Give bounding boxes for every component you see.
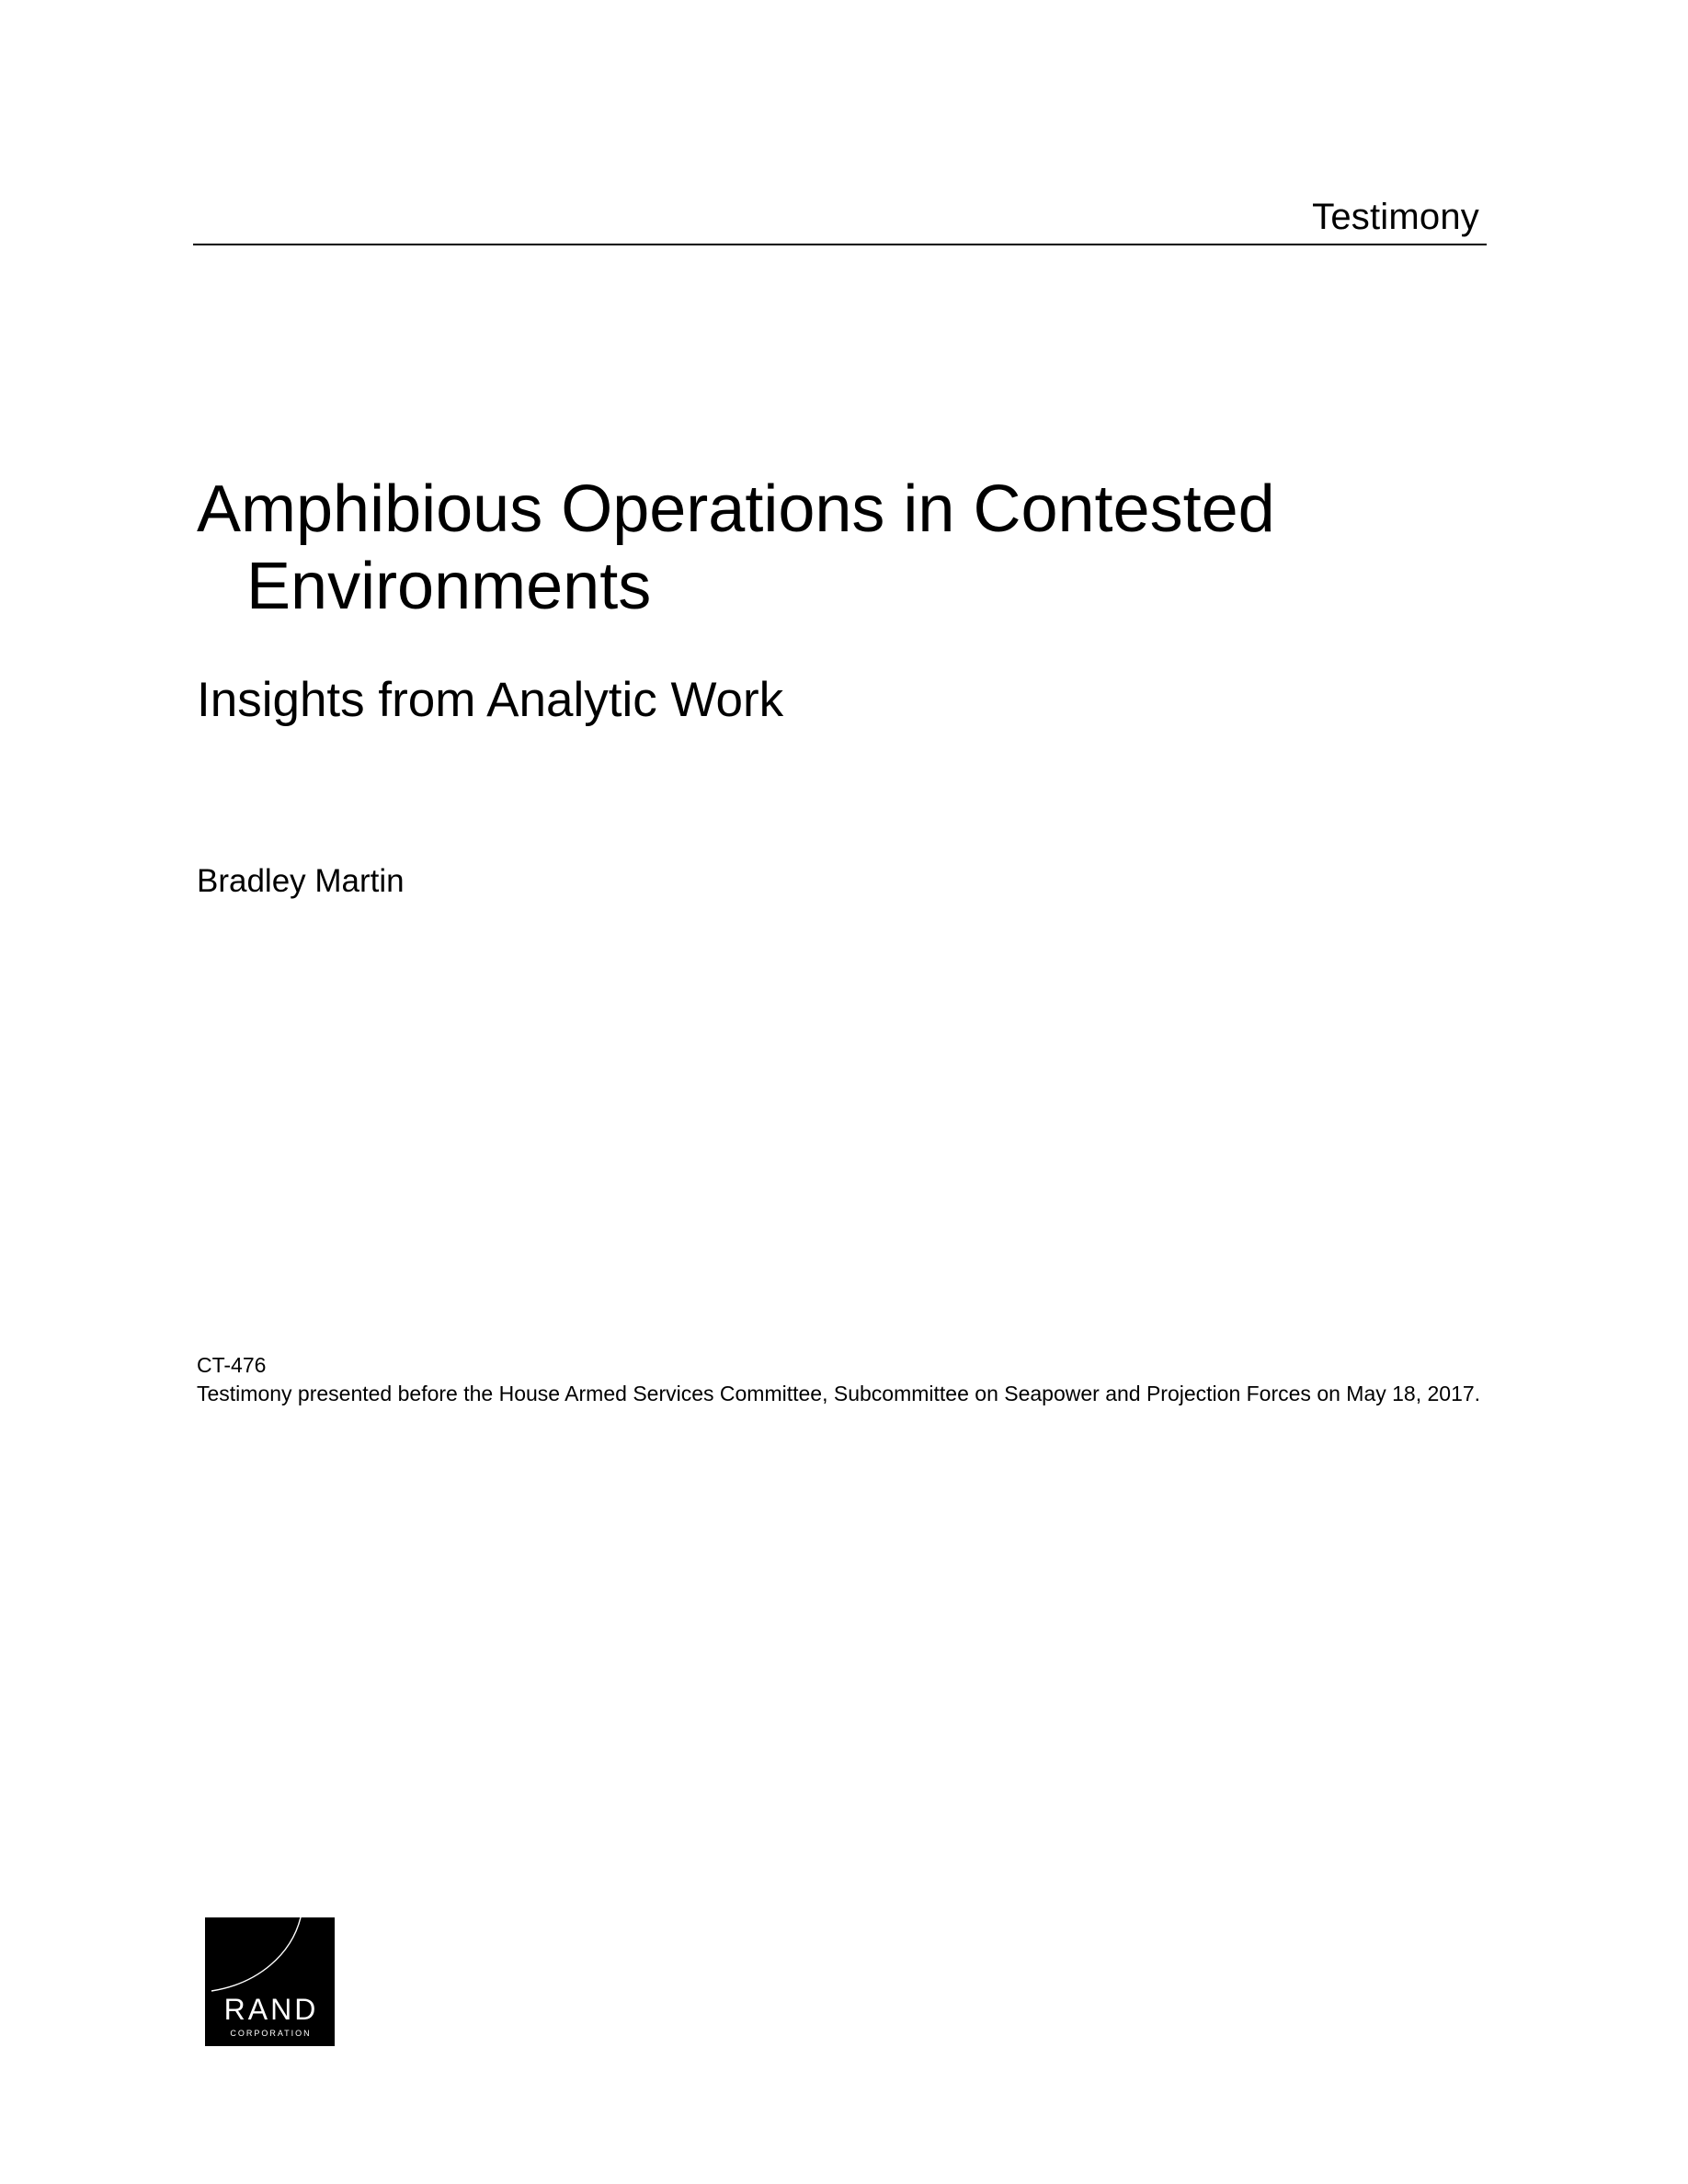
author-name: Bradley Martin <box>197 863 405 899</box>
header-divider <box>193 244 1487 245</box>
document-number: CT-476 <box>197 1353 267 1377</box>
testimony-note: Testimony presented before the House Armed Services Committee, Subcommittee on Seapower and Projection Forces on May 18, 2017. <box>197 1382 1481 1405</box>
document-subtitle: Insights from Analytic Work <box>197 673 784 727</box>
rand-logo-arc <box>205 1917 335 2046</box>
rand-logo-icon <box>205 1917 335 2046</box>
title-line-2: Environments <box>246 550 652 623</box>
rand-logo-wordmark: RAND <box>223 1993 319 2026</box>
header-label: Testimony <box>1312 197 1479 237</box>
title-line-1: Amphibious Operations in Contested <box>197 472 1275 546</box>
rand-logo-tagline: CORPORATION <box>230 2029 312 2038</box>
document-title <box>197 471 1392 625</box>
